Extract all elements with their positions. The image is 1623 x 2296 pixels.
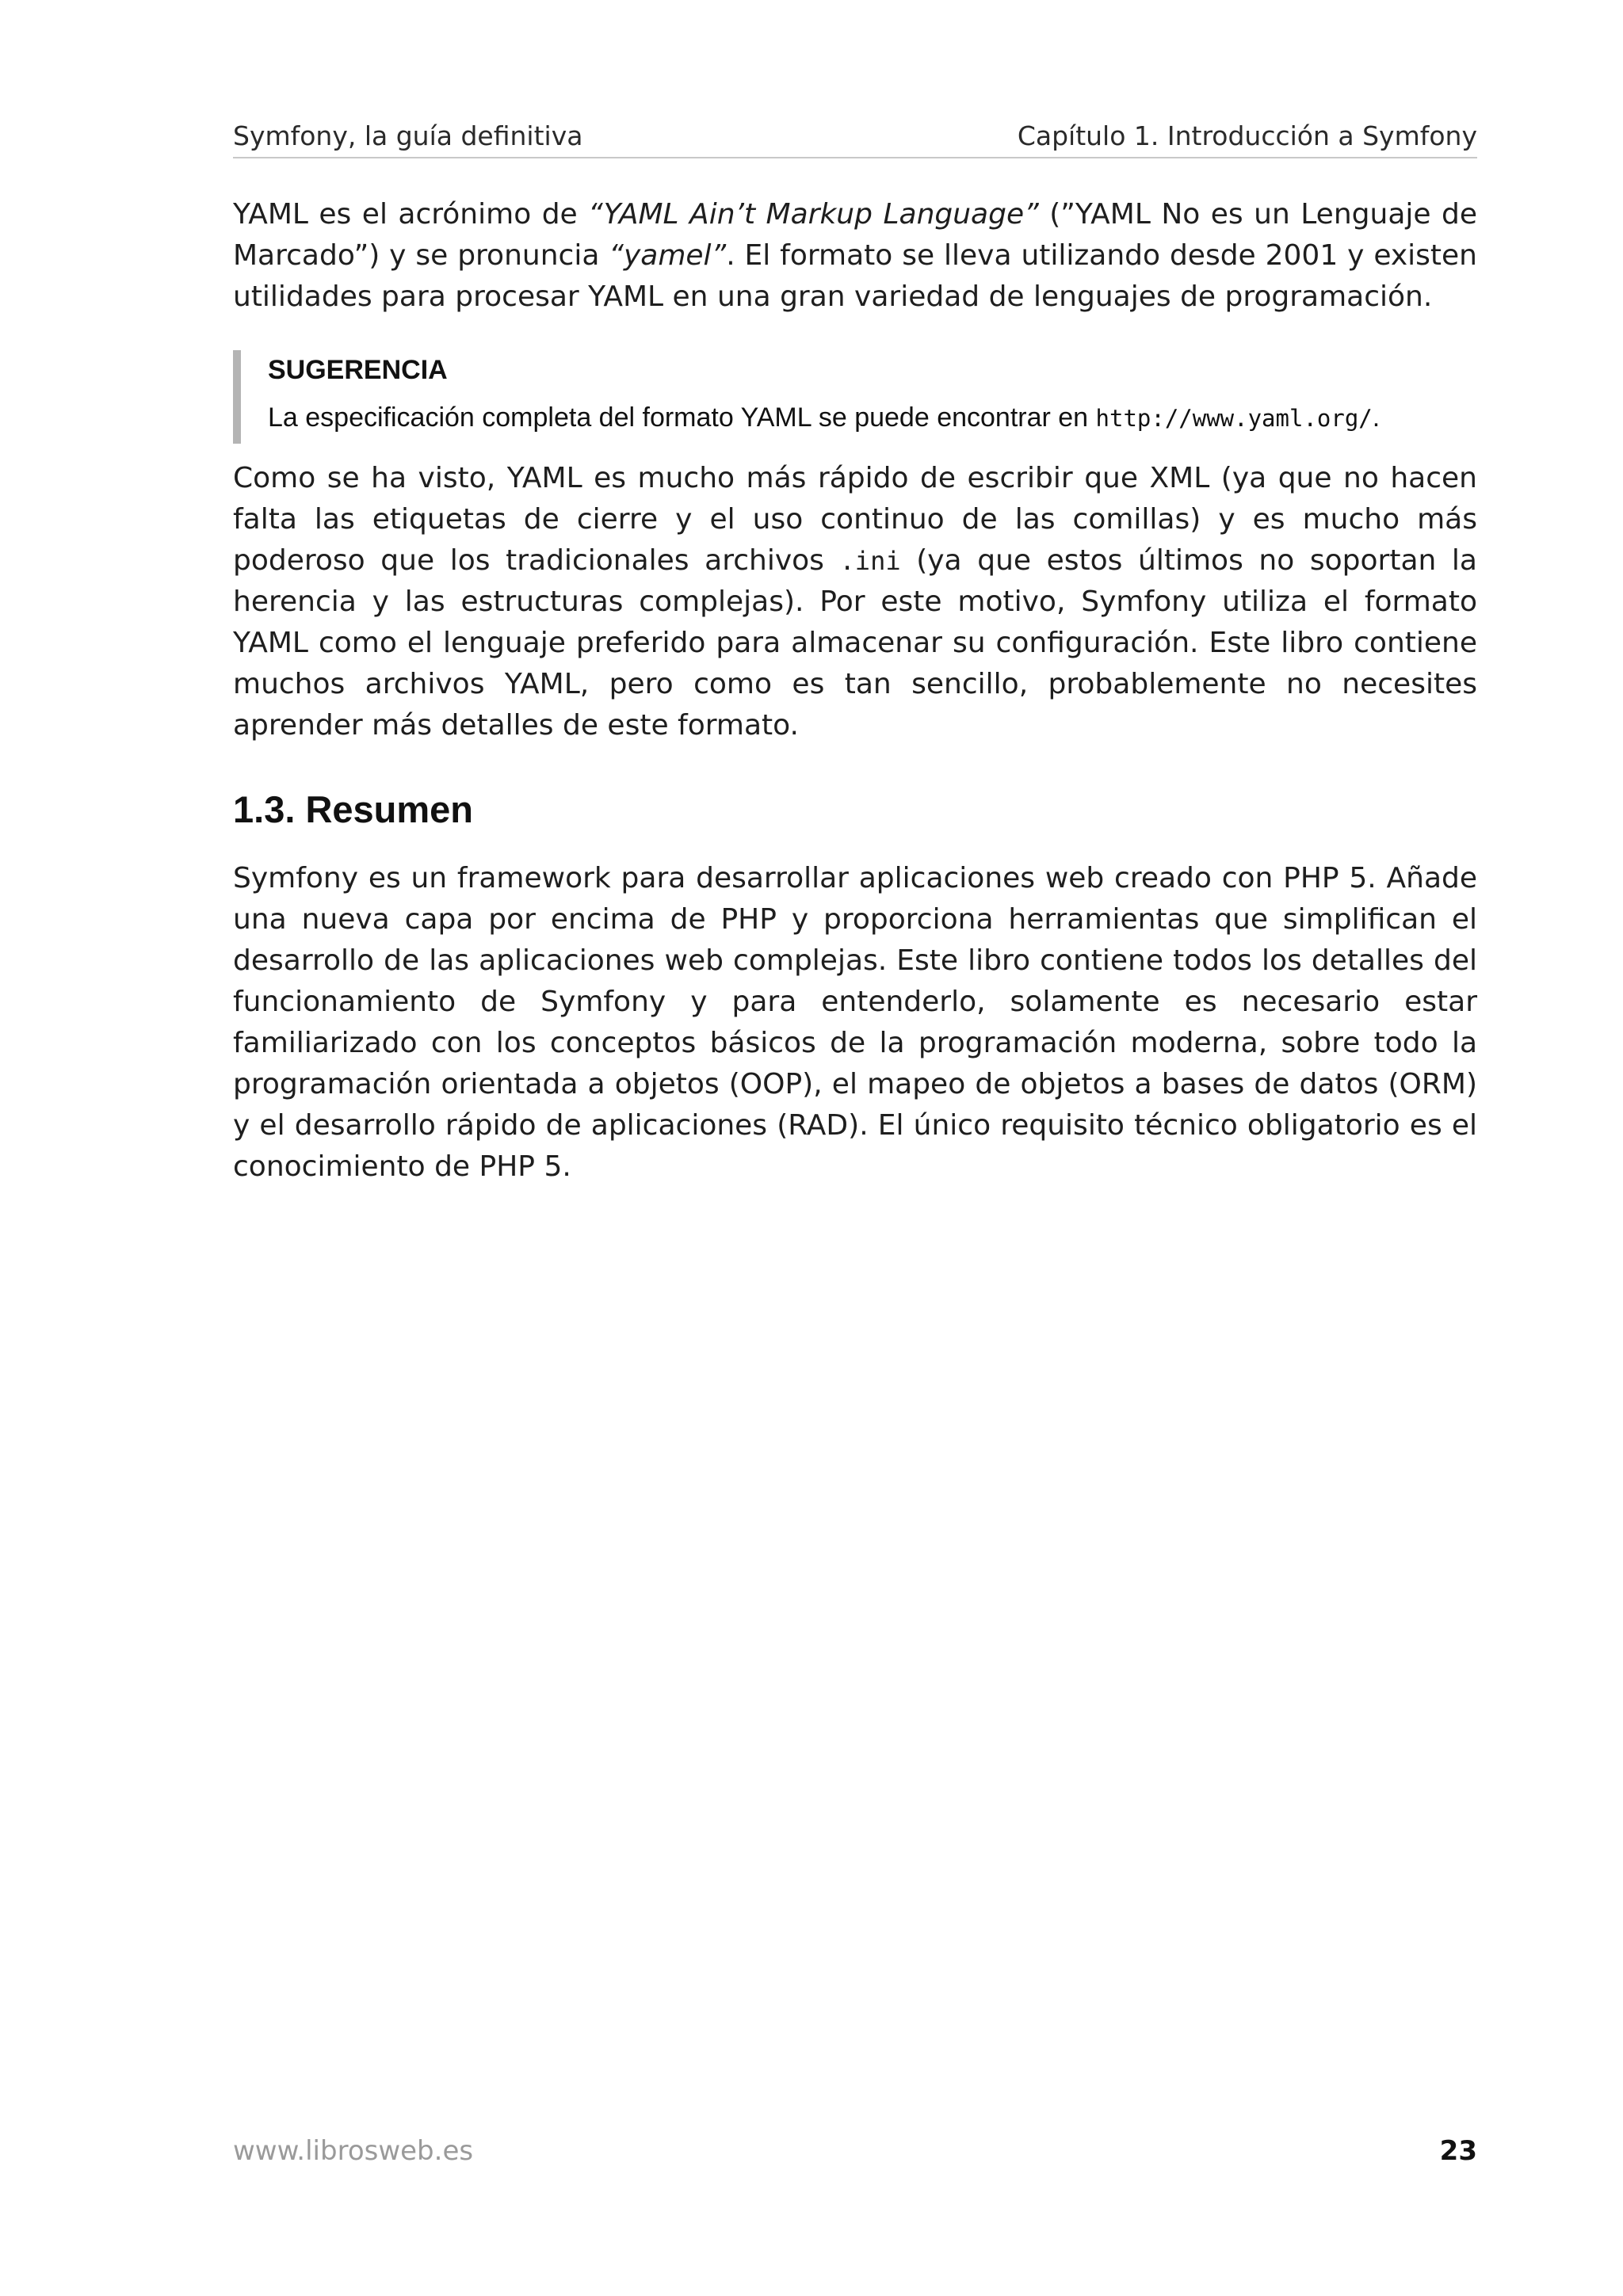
intro-text-3: . El formato se lleva utilizando desde 2001 y existen utilidades para procesar YAML en una gran variedad de lenguajes de programación. (233, 239, 1477, 313)
page-number: 23 (1439, 2135, 1477, 2167)
page-footer (233, 2135, 1477, 2175)
intro-paragraph (233, 194, 1477, 318)
running-header (233, 117, 1477, 158)
summary-paragraph: Symfony es un framework para desarrollar aplicaciones web creado con PHP 5. Añade una nueva capa por encima de PHP y proporciona herramientas que simplifican el desarrollo de las aplicaciones web complejas. Este libro contiene todos los detalles del funcionamiento de Symfony y para entenderlo, solamente es necesario estar familiarizado con los conceptos básicos de la programación moderna, sobre todo la programación orientada a objetos (OOP), el mapeo de objetos a bases de datos (ORM) y el desarrollo rápido de aplicaciones (RAD). El único requisito técnico obligatorio es el conocimiento de PHP 5. (233, 862, 1477, 1183)
yaml-spec-link[interactable]: http://www.yaml.org/ (1095, 405, 1373, 432)
comparison-text-1: Como se ha visto, YAML es mucho más rápido de escribir que XML (ya que no hacen falta las etiquetas de cierre y el uso continuo de las comillas) y es mucho más poderoso que los tradicionales archivos (233, 462, 1477, 577)
tip-box (233, 350, 1477, 444)
comparison-text-2: (ya que estos últimos no soportan la herencia y las estructuras complejas). Por este motivo, Symfony utiliza el formato YAML como el lenguaje preferido para almacenar su configuración. Este libro contiene muchos archivos YAML, pero como es tan sencillo, probablemente no necesites aprender más detalles de este formato. (233, 544, 1477, 742)
section-heading: 1.3. Resumen (233, 788, 474, 830)
footer-website[interactable]: www.librosweb.es (233, 2135, 474, 2167)
tip-text: La especificación completa del formato YAML se puede encontrar en (268, 402, 1096, 433)
comparison-paragraph (233, 458, 1477, 746)
document-page (233, 0, 1477, 2296)
tip-period: . (1372, 402, 1381, 433)
intro-italic-pronunciation: “yamel” (609, 239, 727, 272)
tip-body (268, 402, 1380, 433)
chapter-title: Capítulo 1. Introducción a Symfony (1017, 120, 1477, 151)
intro-text-1: YAML es el acrónimo de (233, 198, 589, 231)
tip-title: SUGERENCIA (268, 355, 448, 385)
intro-italic-acronym: “YAML Ain’t Markup Language” (588, 198, 1039, 231)
ini-code: .ini (839, 546, 901, 576)
book-title: Symfony, la guía definitiva (233, 120, 583, 151)
intro-text-2: (”YAML No es un Lenguaje de Marcado”) y se pronuncia (233, 198, 1478, 272)
